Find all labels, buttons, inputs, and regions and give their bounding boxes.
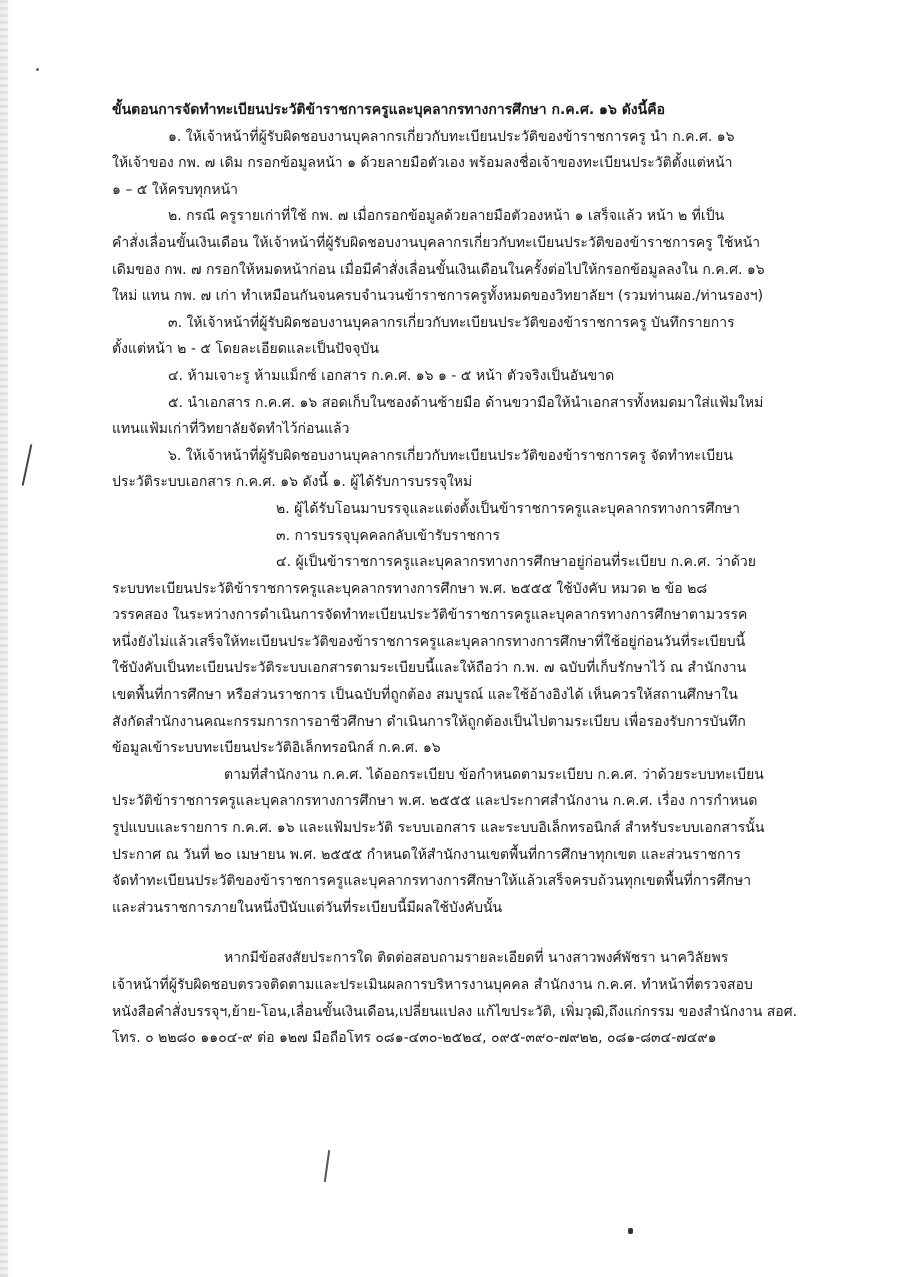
text-line: ๓. ให้เจ้าหน้าที่ผู้รับผิดชอบงานบุคลากรเกี่ยวกับทะเบียนประวัติของข้าราชการครู บันทึกรายการ [168, 314, 735, 331]
text-line: เขตพื้นที่การศึกษา หรือส่วนราชการ เป็นฉบับที่ถูกต้อง สมบูรณ์ และใช้อ้างอิงได้ เห็นควรให้สถานศึกษาใน [112, 687, 738, 704]
text-line: ๖. ให้เจ้าหน้าที่ผู้รับผิดชอบงานบุคลากรเกี่ยวกับทะเบียนประวัติของข้าราชการครู จัดทำทะเบียน [168, 447, 733, 464]
contact-line: หากมีข้อสงสัยประการใด ติดต่อสอบถามรายละเอียดที่ นางสาวพงศ์พัชรา นาควิลัยพร [224, 950, 729, 967]
pen-mark [22, 444, 33, 485]
scan-edge-shadow [0, 0, 8, 1277]
text-line: คำสั่งเลื่อนขั้นเงินเดือน ให้เจ้าหน้าที่ผู้รับผิดชอบงานบุคลากรเกี่ยวกับทะเบียนประวัติของข้าราชการครู ใช้หน้า [112, 234, 761, 251]
text-line: ข้อมูลเข้าระบบทะเบียนประวัติอิเล็กทรอนิกส์ ก.ค.ศ. ๑๖ [112, 740, 441, 757]
text-line: ๓. การบรรจุบุคคลกลับเข้ารับราชการ [276, 527, 500, 544]
text-line: ใหม่ แทน กพ. ๗ เก่า ทำเหมือนกันจนครบจำนวนข้าราชการครูทั้งหมดของวิทยาลัยฯ (รวมท่านผอ./ท่านรองฯ) [112, 288, 764, 305]
document-title: ขั้นตอนการจัดทำทะเบียนประวัติข้าราชการครูและบุคลากรทางการศึกษา ก.ค.ศ. ๑๖ ดังนี้คือ [112, 102, 665, 118]
text-line: หนึ่งยังไม่แล้วเสร็จให้ทะเบียนประวัติของข้าราชการครูและบุคลากรทางการศึกษาที่ใช้อยู่ก่อนวันที่ระเบียบนี้ [112, 633, 746, 650]
text-line: ให้เจ้าของ กพ. ๗ เดิม กรอกข้อมูลหน้า ๑ ด้วยลายมือตัวเอง พร้อมลงชื่อเจ้าของทะเบียนประวัติตั้งแต่หน้า [112, 155, 733, 172]
text-line: ประวัติข้าราชการครูและบุคลากรทางการศึกษา พ.ศ. ๒๕๕๕ และประกาศสำนักงาน ก.ค.ศ. เรื่อง การกำหนด [112, 793, 758, 810]
contact-line: เจ้าหน้าที่ผู้รับผิดชอบตรวจติดตามและประเมินผลการบริหารงานบุคคล สำนักงาน ก.ค.ศ. ทำหน้าที่ตรวจสอบ [112, 977, 753, 993]
text-line: ๑ – ๕ ให้ครบทุกหน้า [112, 181, 239, 198]
text-line: ๕. นำเอกสาร ก.ค.ศ. ๑๖ สอดเก็บในซองด้านซ้ายมือ ด้านขวามือให้นำเอกสารทั้งหมดมาใส่แฟ้มใหม่ [168, 394, 764, 411]
text-line: ๒. กรณี ครูรายเก่าที่ใช้ กพ. ๗ เมื่อกรอกข้อมูลด้วยลายมือตัวองหน้า ๑ เสร็จแล้ว หน้า ๒ ที่เป็น [168, 208, 725, 225]
pen-mark [324, 1150, 330, 1182]
text-line: ใช้บังคับเป็นทะเบียนประวัติระบบเอกสารตามระเบียบนี้และให้ถือว่า ก.พ. ๗ ฉบับที่เก็บรักษาไว้ ณ สำนักงาน [112, 660, 747, 677]
text-line: เดิมของ กพ. ๗ กรอกให้หมดหน้าก่อน เมื่อมีคำสั่งเลื่อนขั้นเงินเดือนในครั้งต่อไปให้กรอกข้อมูลลงใน ก.ค.ศ. ๑๖ [112, 261, 765, 278]
text-line: ตั้งแต่หน้า ๒ - ๕ โดยละเอียดและเป็นปัจจุบัน [112, 341, 379, 358]
document-body [112, 97, 812, 1052]
contact-phone-line: โทร. ๐ ๒๒๘๐ ๑๑๐๔-๙ ต่อ ๑๒๗ มือถือโทร ๐๘๑-๔๓๐-๒๕๒๔, ๐๙๕-๓๙๐-๗๙๒๒, ๐๘๑-๘๓๔-๗๔๙๑ [112, 1030, 717, 1047]
text-line: ประวัติระบบเอกสาร ก.ค.ศ. ๑๖ ดังนี้ ๑. ผู้ได้รับการบรรจุใหม่ [112, 474, 473, 491]
text-line: ประกาศ ณ วันที่ ๒๐ เมษายน พ.ศ. ๒๕๕๕ กำหนดให้สำนักงานเขตพื้นที่การศึกษาทุกเขต และส่วนราชการ [112, 846, 741, 863]
scan-speck [36, 68, 39, 71]
text-line: แทนแฟ้มเก่าที่วิทยาลัยจัดทำไว้ก่อนแล้ว [112, 421, 350, 438]
text-line: ๑. ให้เจ้าหน้าที่ผู้รับผิดชอบงานบุคลากรเกี่ยวกับทะเบียนประวัติของข้าราชการครู นำ ก.ค.ศ. ๑๖ [168, 128, 735, 145]
text-line: ระบบทะเบียนประวัติข้าราชการครูและบุคลากรทางการศึกษา พ.ศ. ๒๕๕๕ ใช้บังคับ หมวด ๒ ข้อ ๒๘ [112, 580, 708, 597]
paragraph-gap [112, 921, 812, 945]
contact-line: หนังสือคำสั่งบรรจุฯ,ย้าย-โอน,เลื่อนขั้นเงินเดือน,เปลี่ยนแปลง แก้ไขประวัติ, เพิ่มวุฒิ,ถึงแก่กรรม ของสำนักงาน สอศ. [112, 1003, 798, 1020]
text-line: ตามที่สำนักงาน ก.ค.ศ. ได้ออกระเบียบ ข้อกำหนดตามระเบียบ ก.ค.ศ. ว่าด้วยระบบทะเบียน [224, 766, 764, 783]
text-line: วรรคสอง ในระหว่างการดำเนินการจัดทำทะเบียนประวัติข้าราชการครูและบุคลากรทางการศึกษาตามวรรค [112, 607, 748, 624]
text-line: ๒. ผู้ได้รับโอนมาบรรจุและแต่งตั้งเป็นข้าราชการครูและบุคลากรทางการศึกษา [276, 500, 740, 517]
text-line: รูปแบบและรายการ ก.ค.ศ. ๑๖ และแฟ้มประวัติ ระบบเอกสาร และระบบอิเล็กทรอนิกส์ สำหรับระบบเอกสารนั้น [112, 820, 765, 837]
text-line: และส่วนราชการภายในหนึ่งปีนับแต่วันที่ระเบียบนี้มีผลใช้บังคับนั้น [112, 899, 503, 916]
text-line: ๔. ผู้เป็นข้าราชการครูและบุคลากรทางการศึกษาอยู่ก่อนที่ระเบียบ ก.ค.ศ. ว่าด้วย [276, 554, 756, 571]
text-line: จัดทำทะเบียนประวัติของข้าราชการครูและบุคลากรทางการศึกษาให้แล้วเสร็จครบถ้วนทุกเขตพื้นที่การศึกษา [112, 873, 752, 890]
text-line: สังกัดสำนักงานคณะกรรมการการอาชีวศึกษา ดำเนินการให้ถูกต้องเป็นไปตามระเบียบ เพื่อรองรับการบันทึก [112, 713, 746, 730]
ink-spot [628, 1228, 633, 1234]
text-line: ๔. ห้ามเจาะรู ห้ามแม็กซ์ เอกสาร ก.ค.ศ. ๑๖ ๑ - ๕ หน้า ตัวจริงเป็นอันขาด [168, 367, 615, 384]
